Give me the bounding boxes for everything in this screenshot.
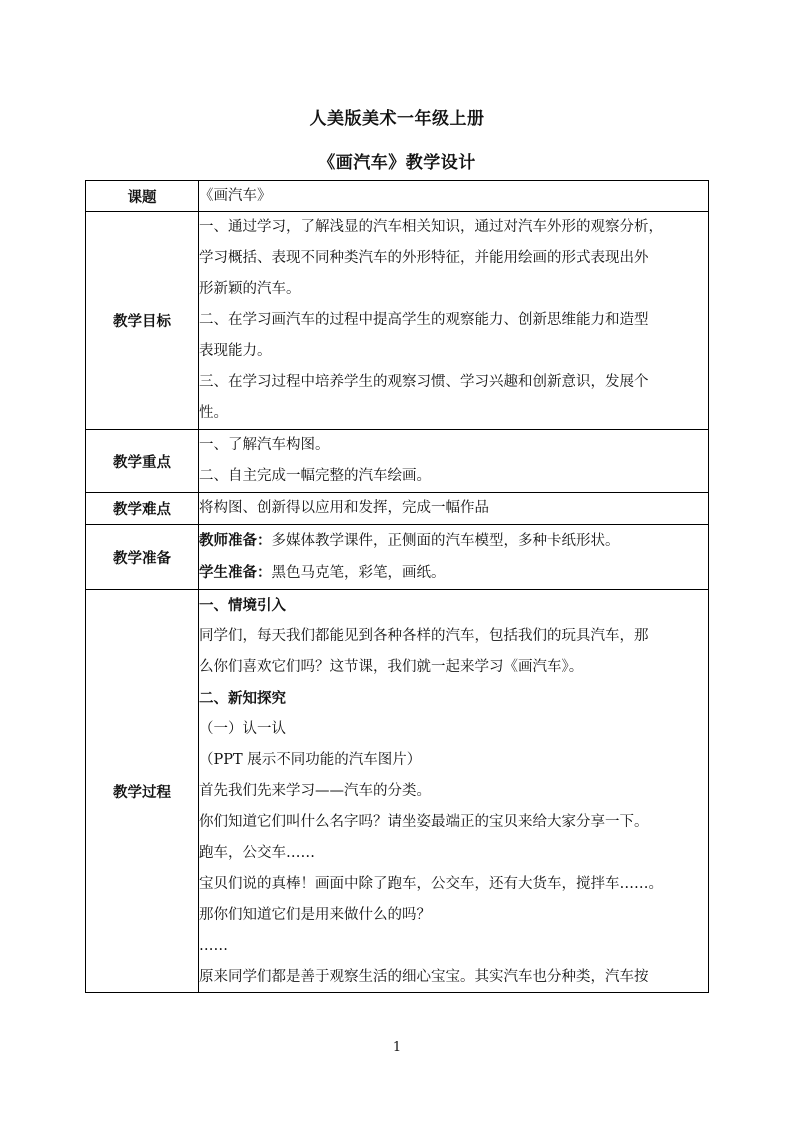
difficulties-cell xyxy=(199,493,709,525)
section-heading: 二、新知探究 xyxy=(199,690,286,707)
process-label: 教学过程 xyxy=(86,590,199,993)
objectives-line: 性。 xyxy=(199,405,228,421)
process-line: 么你们喜欢它们吗？这节课，我们就一起来学习《画汽车》。 xyxy=(199,659,584,675)
objectives-label: 教学目标 xyxy=(86,212,199,430)
key-points-label: 教学重点 xyxy=(86,430,199,493)
topic-value: 《画汽车》 xyxy=(199,188,272,204)
table-row-key-points xyxy=(86,430,709,493)
table-row-difficulties xyxy=(86,493,709,525)
topic-label: 课题 xyxy=(86,181,199,212)
objectives-line: 三、在学习过程中培养学生的观察习惯、学习兴趣和创新意识，发展个 xyxy=(199,374,649,390)
difficulties-value: 将构图、创新得以应用和发挥，完成一幅作品 xyxy=(199,500,489,516)
process-cell xyxy=(199,590,709,993)
process-line: 那你们知道它们是用来做什么的吗？ xyxy=(199,907,431,923)
process-line: （PPT 展示不同功能的汽车图片） xyxy=(199,752,422,768)
difficulties-label: 教学难点 xyxy=(86,493,199,525)
section-heading: 一、情境引入 xyxy=(199,597,286,614)
page-number: 1 xyxy=(392,1040,402,1055)
teacher-preparation-label: 教师准备： xyxy=(199,532,272,549)
process-line: 同学们，每天我们都能见到各种各样的汽车，包括我们的玩具汽车，那 xyxy=(199,628,649,644)
student-preparation-value: 黑色马克笔，彩笔，画纸。 xyxy=(271,565,446,581)
preparation-label: 教学准备 xyxy=(86,525,199,590)
process-line: 跑车，公交车…… xyxy=(199,845,315,861)
student-preparation xyxy=(199,557,708,589)
table-row-objectives xyxy=(86,212,709,430)
document-title: 人美版美术一年级上册 xyxy=(309,109,485,129)
preparation-cell xyxy=(199,525,709,590)
process-line: 你们知道它们叫什么名字吗？请坐姿最端正的宝贝来给大家分享一下。 xyxy=(199,814,649,830)
process-line: 宝贝们说的真棒！画面中除了跑车，公交车，还有大货车，搅拌车……。 xyxy=(199,876,663,892)
objectives-line: 二、在学习画汽车的过程中提高学生的观察能力、创新思维能力和造型 xyxy=(199,312,649,328)
table-row-process xyxy=(86,590,709,993)
process-line: 原来同学们都是善于观察生活的细心宝宝。其实汽车也分种类，汽车按 xyxy=(199,969,649,985)
objectives-line: 学习概括、表现不同种类汽车的外形特征，并能用绘画的形式表现出外 xyxy=(199,250,649,266)
process-line: （一）认一认 xyxy=(199,721,286,737)
objectives-cell xyxy=(199,212,709,430)
student-preparation-label: 学生准备： xyxy=(199,564,272,581)
table-row-preparation xyxy=(86,525,709,590)
topic-cell xyxy=(199,181,709,212)
table-row-topic xyxy=(86,181,709,212)
objectives-line: 一、通过学习，了解浅显的汽车相关知识，通过对汽车外形的观察分析， xyxy=(199,219,663,235)
lesson-plan-table xyxy=(85,180,709,993)
process-line: 首先我们先来学习——汽车的分类。 xyxy=(199,783,431,799)
key-points-line: 一、了解汽车构图。 xyxy=(199,437,330,453)
key-points-line: 二、自主完成一幅完整的汽车绘画。 xyxy=(199,468,431,484)
key-points-cell xyxy=(199,430,709,493)
objectives-line: 形新颖的汽车。 xyxy=(199,281,301,297)
objectives-line: 表现能力。 xyxy=(199,343,272,359)
process-line: …… xyxy=(199,938,228,954)
document-subtitle: 《画汽车》教学设计 xyxy=(318,153,476,173)
teacher-preparation-value: 多媒体教学课件，正侧面的汽车模型，多种卡纸形状。 xyxy=(271,533,620,549)
teacher-preparation xyxy=(199,525,708,557)
